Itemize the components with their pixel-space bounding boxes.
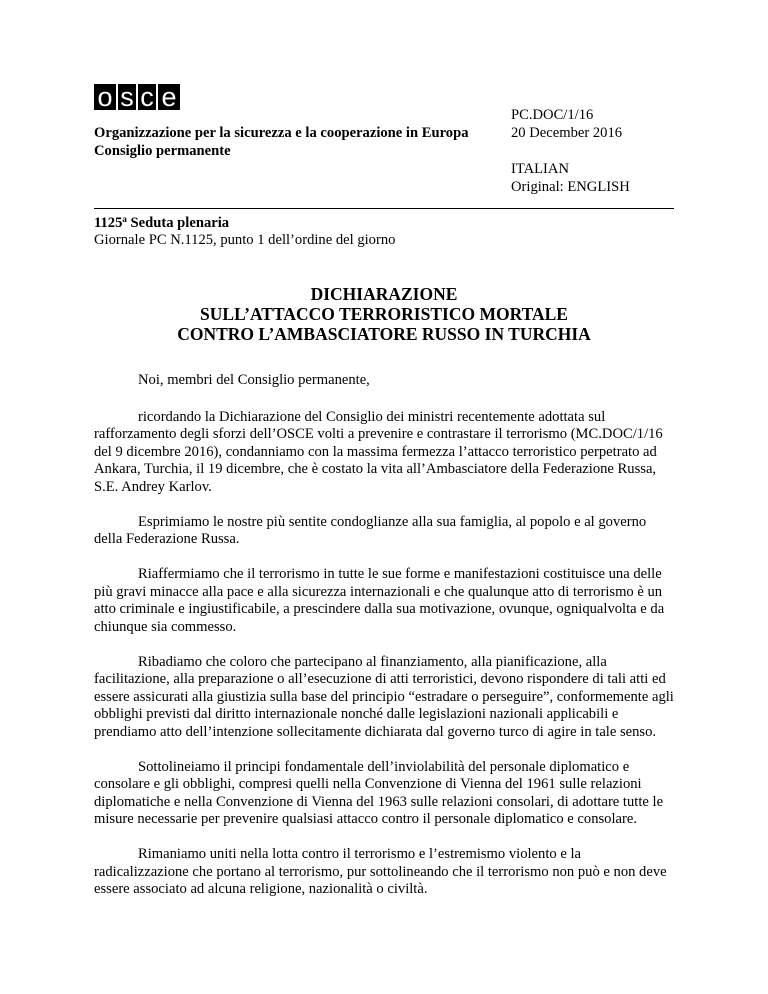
logo-letter-c: c — [138, 84, 158, 110]
paragraph: Rimaniamo uniti nella lotta contro il terrorismo e l’estremismo violento e la radicalizzazione che portano al terrorismo, pur sottolineando che il terrorismo non può e non deve essere associato ad alcuna religione, nazionalità o civiltà. — [94, 846, 667, 897]
logo-letter-s: s — [118, 84, 138, 110]
header-divider — [94, 208, 674, 209]
osce-logo — [94, 84, 180, 110]
organization-line-1: Organizzazione per la sicurezza e la cooperazione in Europa — [94, 125, 469, 141]
declaration-title — [94, 284, 674, 344]
paragraph: Riaffermiamo che il terrorismo in tutte le sue forme e manifestazioni costituisce una delle più gravi minacce alla pace e alla sicurezza internazionali e che qualunque atto di terrorismo è un atto criminale e ingiustificabile, a prescindere dalla sua motivazione, ovunque, ogniqualvolta e da chiunque sia commesso. — [94, 566, 665, 635]
title-line-3: CONTRO L’AMBASCIATORE RUSSO IN TURCHIA — [177, 324, 591, 344]
session-title — [94, 214, 229, 232]
paragraph: Sottolineiamo il principi fondamentale dell’inviolabilità del personale diplomatico e consolare e gli obblighi, compresi quelli nella Convenzione di Vienna del 1961 sulle relazioni diplomatiche e nella Convenzione di Vienna del 1963 sulle relazioni consolari, di adottare tutte le misure necessarie per prevenire qualsiasi attacco contro il personale diplomatico e consolare. — [94, 758, 664, 827]
document-language: ITALIAN — [511, 161, 569, 177]
organization-name — [94, 124, 469, 160]
logo-letter-o: o — [94, 84, 118, 110]
title-line-1: DICHIARAZIONE — [310, 284, 458, 304]
title-line-2: SULL’ATTACCO TERRORISTICO MORTALE — [200, 304, 568, 324]
document-ref: PC.DOC/1/16 — [511, 107, 594, 123]
session-number: 1125 — [94, 215, 123, 231]
session-superscript: a — [122, 214, 127, 224]
session-label: Seduta plenaria — [130, 215, 230, 231]
document-date: 20 December 2016 — [511, 125, 623, 141]
document-reference-block — [511, 106, 622, 142]
paragraph: ricordando la Dichiarazione del Consiglio dei ministri recentemente adottata sul rafforzamento degli sforzi dell’OSCE volti a prevenire e contrastare il terrorismo (MC.DOC/1/16 del 9 dicembre 2016), condanniamo con la massima fermezza l’attacco terroristico perpetrato ad Ankara, Turchia, il 19 dicembre, che è costato la vita all’Ambasciatore della Federazione Russa, S.E. Andrey Karlov. — [94, 408, 663, 495]
paragraph: Noi, membri del Consiglio permanente, — [138, 372, 370, 388]
declaration-body — [94, 372, 676, 916]
document-original: Original: ENGLISH — [511, 179, 630, 195]
paragraph: Esprimiamo le nostre più sentite condoglianze alla sua famiglia, al popolo e al governo della Federazione Russa. — [94, 513, 647, 547]
journal-reference: Giornale PC N.1125, punto 1 dell’ordine del giorno — [94, 232, 396, 248]
language-block — [511, 160, 630, 196]
logo-letter-e: e — [158, 84, 180, 110]
organization-line-2: Consiglio permanente — [94, 143, 231, 159]
paragraph: Ribadiamo che coloro che partecipano al finanziamento, alla pianificazione, alla facilitazione, alla preparazione o all’esecuzione di atti terroristici, devono rispondere di tali atti ed essere assicurati alla giustizia sulla base del principio “estradare o perseguire”, conformemente agli obblighi previsti dal diritto internazionale nonché dalle legislazioni nazionali applicabili e prendiamo atto dell’intenzione sollecitamente dichiarata dal governo turco di agire in tale senso. — [94, 653, 674, 740]
